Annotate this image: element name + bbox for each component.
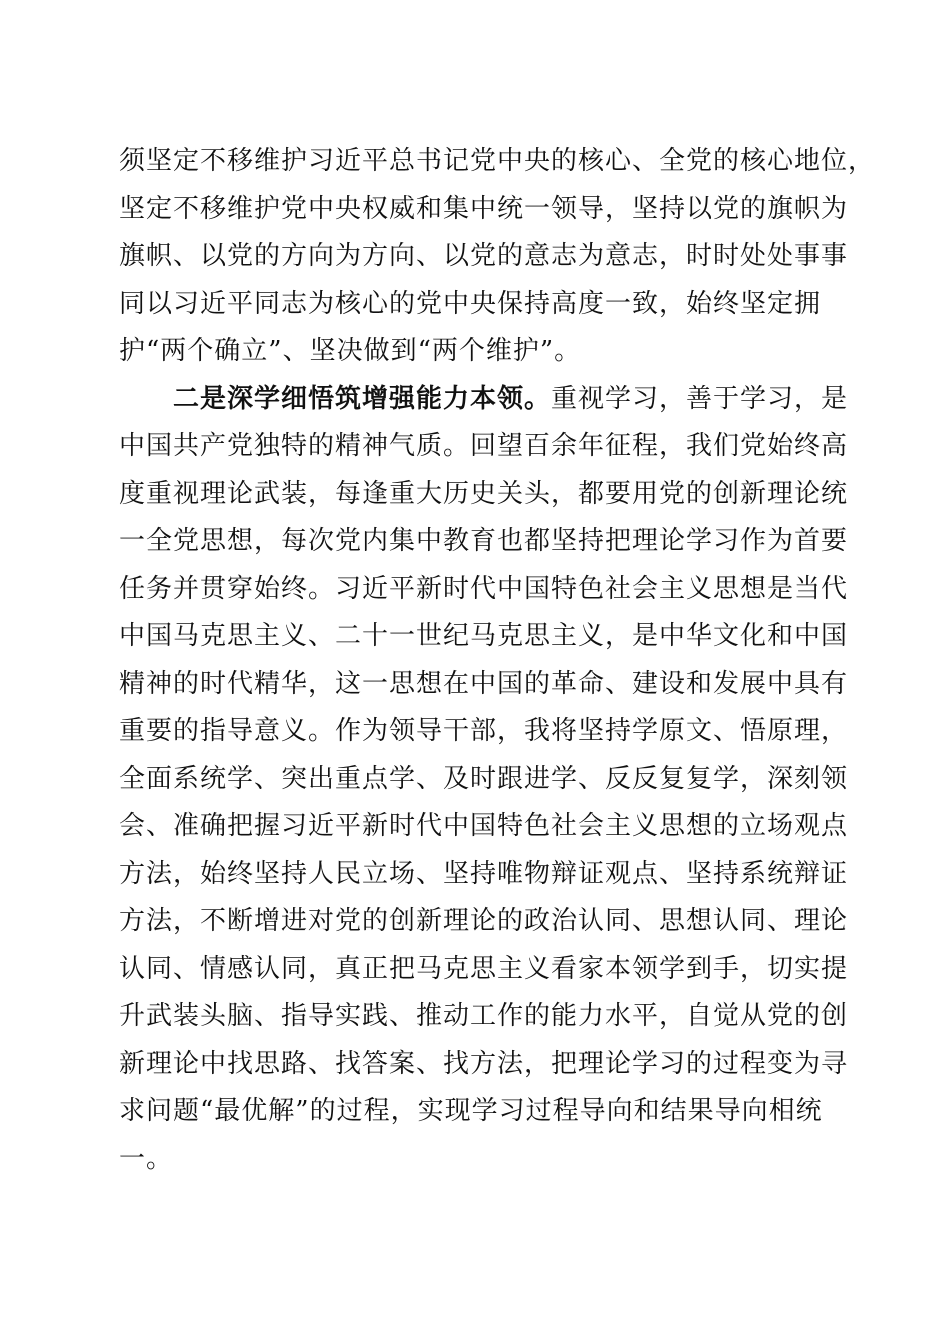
- paragraph-1: [119, 138, 876, 376]
- section-heading: 二是深学细悟筑增强能力本领。: [173, 383, 552, 414]
- paragraph-line: 坚定不移维护党中央权威和集中统一领导，坚持以党的旗帜为: [119, 193, 849, 224]
- heading-continuation: 重视学习，善于学习，是: [551, 383, 849, 414]
- paragraph-line: 方法，始终坚持人民立场、坚持唯物辩证观点、坚持系统辩证: [119, 858, 849, 889]
- paragraph-line: 度重视理论武装，每逢重大历史关头，都要用党的创新理论统: [119, 478, 849, 509]
- paragraph-first-line: [119, 376, 849, 424]
- paragraph-line: 新理论中找思路、找答案、找方法，把理论学习的过程变为寻: [119, 1048, 849, 1079]
- paragraph-line: 一。: [119, 1143, 174, 1174]
- paragraph-line: 旗帜、以党的方向为方向、以党的意志为意志，时时处处事事: [119, 241, 849, 271]
- paragraph-line: 同以习近平同志为核心的党中央保持高度一致，始终坚定拥: [119, 288, 822, 319]
- paragraph-line: 认同、情感认同，真正把马克思主义看家本领学到手，切实提: [119, 953, 849, 984]
- paragraph-line: 方法，不断增进对党的创新理论的政治认同、思想认同、理论: [119, 906, 849, 936]
- paragraph-2: [119, 376, 849, 1184]
- paragraph-line: 任务并贯穿始终。习近平新时代中国特色社会主义思想是当代: [119, 573, 849, 604]
- paragraph-line: 升武装头脑、指导实践、推动工作的能力水平，自觉从党的创: [119, 1001, 849, 1031]
- paragraph-line: 求问题“最优解”的过程，实现学习过程导向和结果导向相统: [119, 1096, 823, 1126]
- paragraph-line: 重要的指导意义。作为领导干部，我将坚持学原文、悟原理，: [119, 716, 849, 746]
- paragraph-line: 护“两个确立”、坚决做到“两个维护”。: [119, 336, 582, 366]
- paragraph-line: 中国共产党独特的精神气质。回望百余年征程，我们党始终高: [119, 431, 849, 461]
- paragraph-line: 精神的时代精华，这一思想在中国的革命、建设和发展中具有: [119, 668, 849, 699]
- paragraph-line: 一全党思想，每次党内集中教育也都坚持把理论学习作为首要: [119, 526, 849, 556]
- paragraph-line: 中国马克思主义、二十一世纪马克思主义，是中华文化和中国: [119, 621, 849, 651]
- document-body: [119, 138, 876, 1183]
- paragraph-line: 须坚定不移维护习近平总书记党中央的核心、全党的核心地位，: [119, 146, 876, 176]
- paragraph-line: 全面系统学、突出重点学、及时跟进学、反反复复学，深刻领: [119, 763, 849, 794]
- paragraph-line: 会、准确把握习近平新时代中国特色社会主义思想的立场观点: [119, 811, 849, 841]
